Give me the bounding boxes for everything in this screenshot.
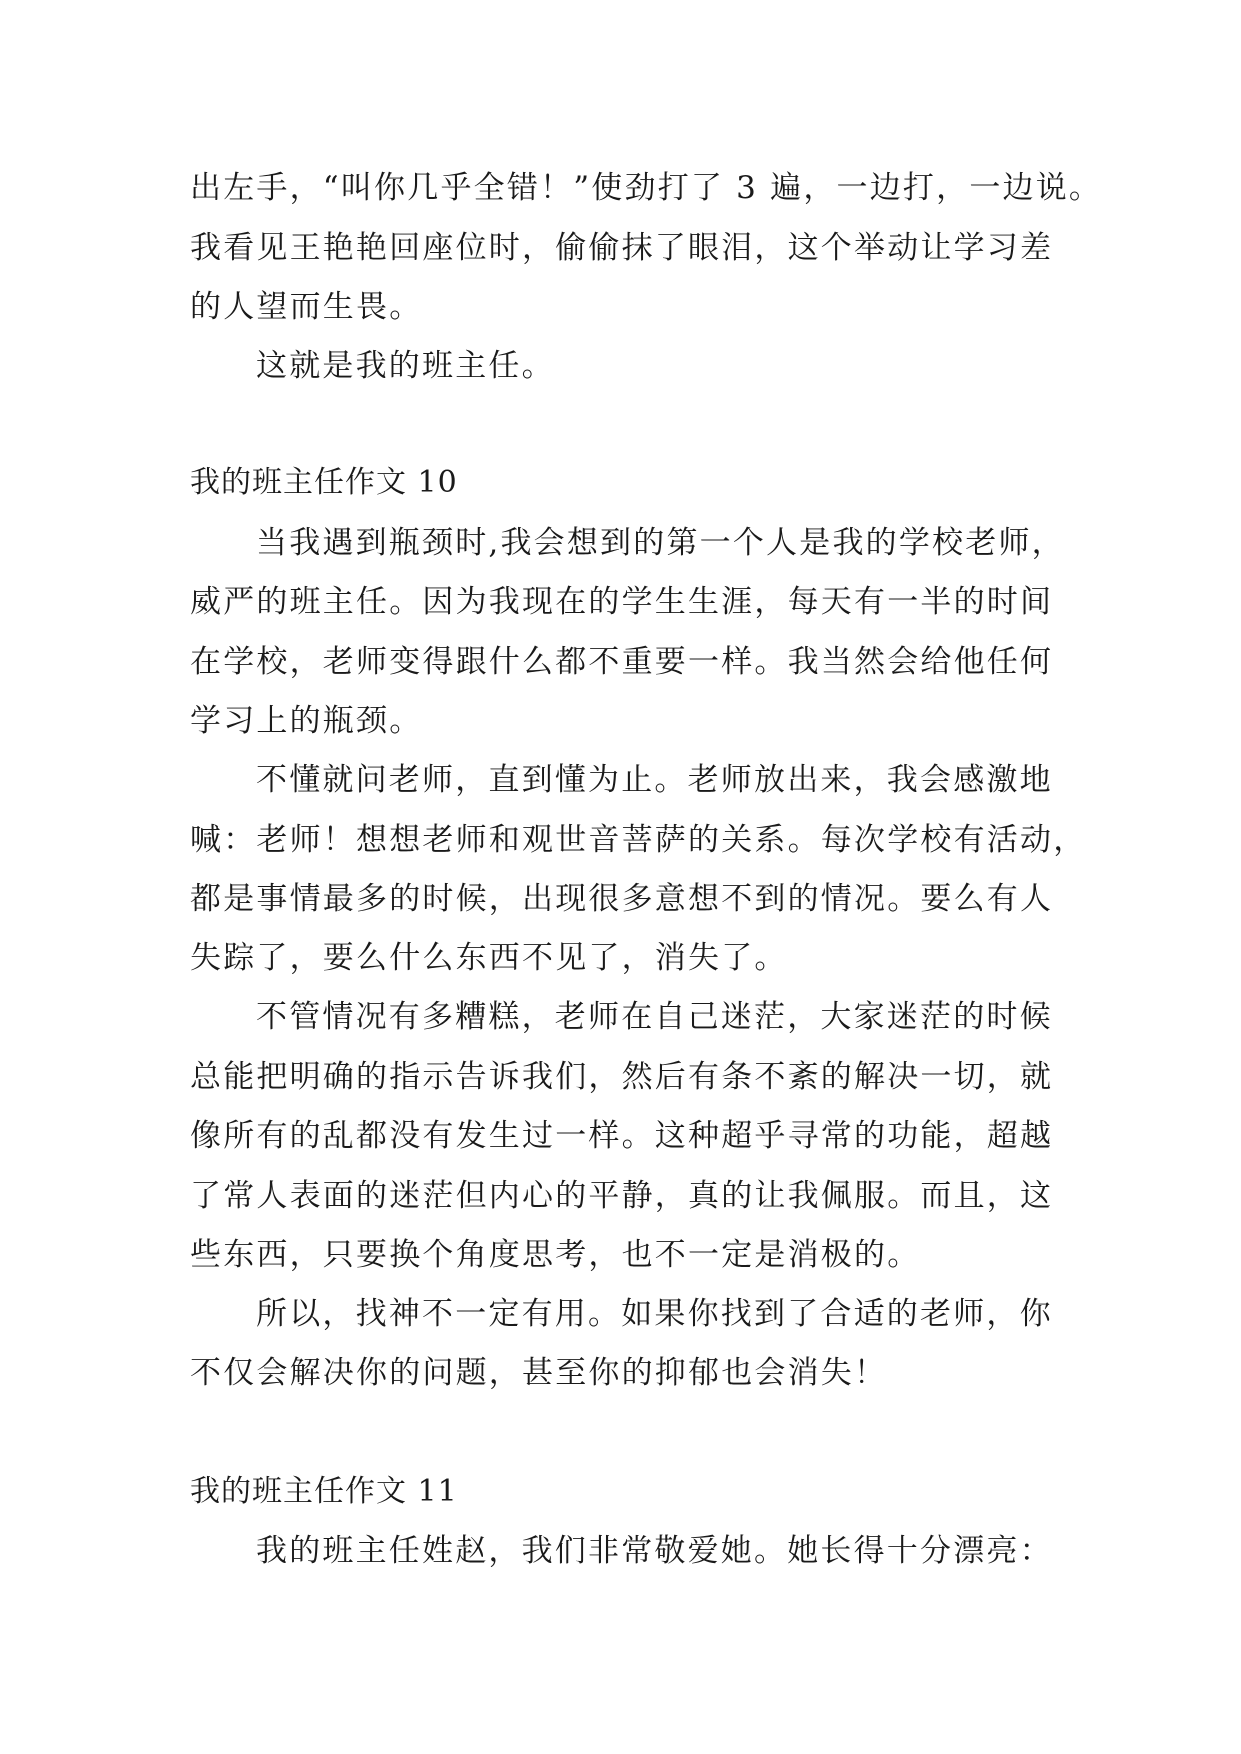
paragraph-line: 总能把明确的指示告诉我们，然后有条不紊的解决一切，就 <box>190 1059 1054 1095</box>
paragraph-line: 所以，找神不一定有用。如果你找到了合适的老师，你 <box>256 1296 1053 1332</box>
paragraph-line: 不懂就问老师，直到懂为止。老师放出来，我会感激地 <box>256 762 1053 798</box>
paragraph-line: 喊：老师！想想老师和观世音菩萨的关系。每次学校有活动， <box>190 822 1087 858</box>
paragraph-line: 些东西，只要换个角度思考，也不一定是消极的。 <box>190 1237 921 1273</box>
paragraph-line: 我的班主任姓赵，我们非常敬爱她。她长得十分漂亮： <box>256 1533 1053 1569</box>
paragraph-line: 像所有的乱都没有发生过一样。这种超乎寻常的功能，超越 <box>190 1118 1054 1154</box>
paragraph-line: 不仅会解决你的问题，甚至你的抑郁也会消失！ <box>190 1355 888 1391</box>
paragraph-line: 我看见王艳艳回座位时，偷偷抹了眼泪，这个举动让学习差 <box>190 230 1054 266</box>
paragraph-line: 这就是我的班主任。 <box>256 348 555 384</box>
paragraph-line: 失踪了，要么什么东西不见了，消失了。 <box>190 940 788 976</box>
paragraph-line: 当我遇到瓶颈时,我会想到的第一个人是我的学校老师， <box>256 525 1065 561</box>
section-heading: 我的班主任作文 11 <box>190 1474 458 1509</box>
paragraph-line: 的人望而生畏。 <box>190 289 423 325</box>
paragraph-line: 在学校，老师变得跟什么都不重要一样。我当然会给他任何 <box>190 644 1054 680</box>
paragraph-line: 威严的班主任。因为我现在的学生生涯，每天有一半的时间 <box>190 584 1054 620</box>
paragraph-line: 都是事情最多的时候，出现很多意想不到的情况。要么有人 <box>190 881 1054 917</box>
paragraph-line: 学习上的瓶颈。 <box>190 703 423 739</box>
paragraph-line: 了常人表面的迷茫但内心的平静，真的让我佩服。而且，这 <box>190 1178 1054 1214</box>
paragraph-line: 不管情况有多糟糕，老师在自己迷茫，大家迷茫的时候 <box>256 999 1053 1035</box>
paragraph-line: 出左手，“叫你几乎全错！”使劲打了 3 遍，一边打，一边说。 <box>190 170 1103 206</box>
section-heading: 我的班主任作文 10 <box>190 465 458 500</box>
